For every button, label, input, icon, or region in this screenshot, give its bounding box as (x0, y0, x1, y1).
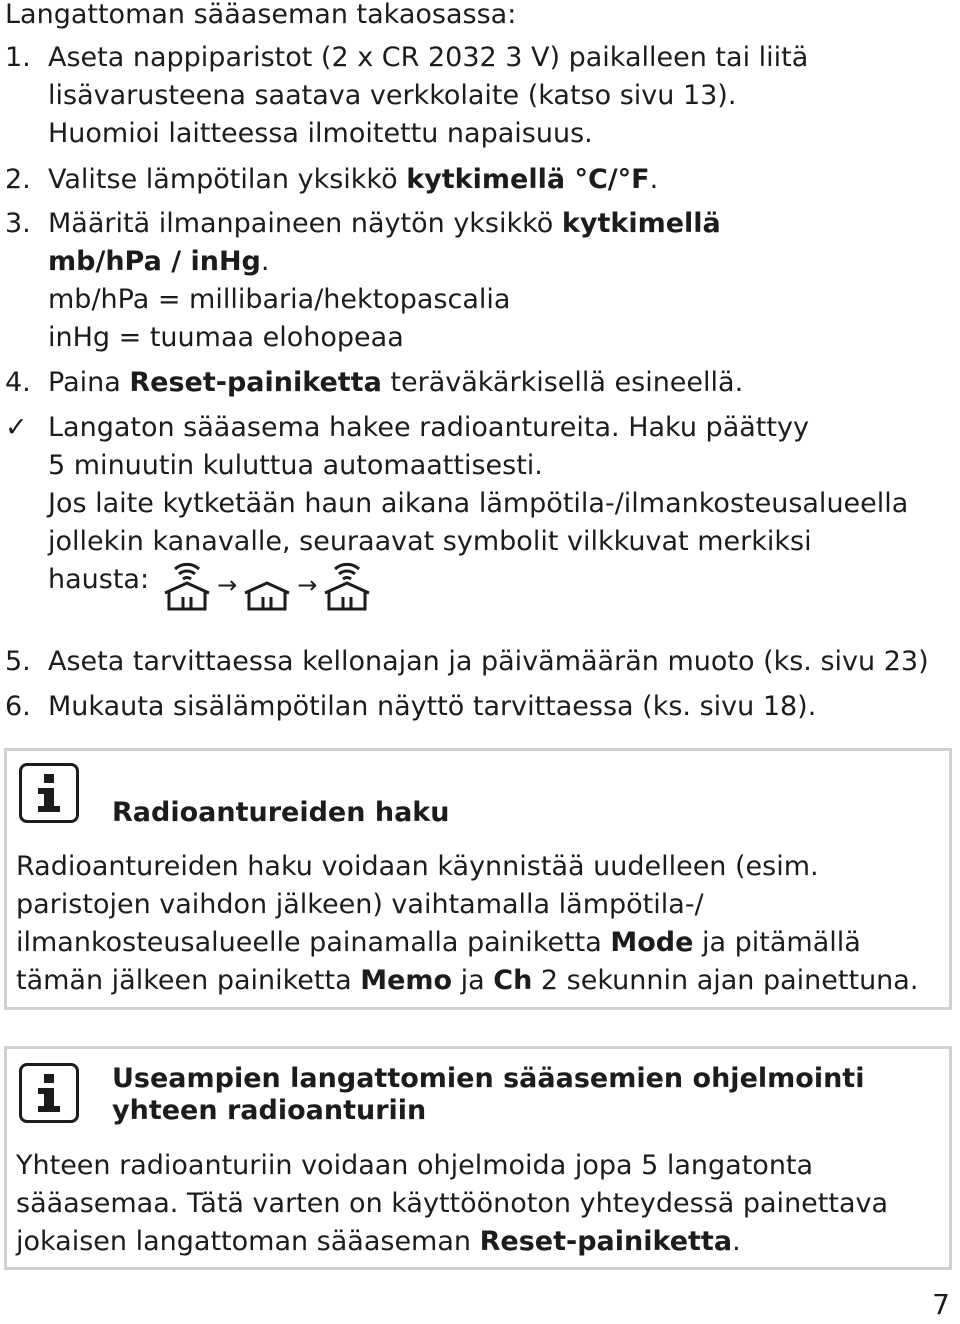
info-paragraph (16, 848, 918, 1000)
check-line (48, 561, 908, 615)
step-text: teräväkärkisellä esineellä. (381, 367, 744, 398)
step-line: Mukauta sisälämpötilan näyttö tarvittaessa (ks. sivu 18). (48, 691, 817, 722)
step-number: 3. (5, 208, 31, 239)
info-icon (19, 763, 79, 823)
info-line: Radioantureiden haku voidaan käynnistää uudelleen (esim. (16, 851, 819, 882)
step-line: mb/hPa = millibaria/hektopascalia (48, 284, 511, 315)
step-text: Paina (48, 367, 130, 398)
info-text: jokaisen langattoman sääaseman (16, 1226, 480, 1257)
info-heading (112, 1060, 864, 1130)
house-signal-empty-icon (241, 557, 293, 611)
step-text: . (260, 246, 270, 277)
info-heading-line: yhteen radioanturiin (112, 1095, 427, 1126)
step-line: Aseta tarvittaessa kellonajan ja päivämäärän muoto (ks. sivu 23) (48, 646, 929, 677)
info-box-multiple-stations (4, 1046, 952, 1270)
info-text: ilmankosteusalueelle painamalla painiketta (16, 927, 611, 958)
step-bold-text: Reset-painiketta (129, 367, 382, 398)
step-number: 2. (5, 164, 31, 195)
step-line: lisävarusteena saatava verkkolaite (katso sivu 13). (48, 80, 737, 111)
info-bold-text: Memo (360, 965, 453, 996)
step-bold-text: kytkimellä (561, 208, 721, 239)
step-text: Valitse lämpötilan yksikkö (48, 164, 407, 195)
step-text: Määritä ilmanpaineen näytön yksikkö (48, 208, 562, 239)
step-line (48, 364, 743, 402)
check-icon: ✓ (5, 412, 28, 443)
step-line (48, 161, 658, 199)
step-text: . (649, 164, 659, 195)
house-signal-full-icon (321, 557, 373, 611)
step-number: 6. (5, 691, 31, 722)
arrow-icon: → (217, 571, 238, 599)
info-bold-text: Ch (493, 965, 533, 996)
step-line: Huomioi laitteessa ilmoitettu napaisuus. (48, 118, 593, 149)
info-text: ja (452, 965, 494, 996)
step-number: 1. (5, 42, 31, 73)
step-number: 4. (5, 367, 31, 398)
check-line: Jos laite kytketään haun aikana lämpötila-/ilmankosteusalueella (48, 488, 909, 519)
info-icon (19, 1063, 79, 1123)
info-text: tämän jälkeen painiketta (16, 965, 361, 996)
info-bold-text: Mode (610, 927, 694, 958)
step-line (48, 243, 721, 281)
info-text: 2 sekunnin ajan painettuna. (532, 965, 919, 996)
info-line: sääasemaa. Tätä varten on käyttöönoton yhteydessä painettava (16, 1188, 889, 1219)
info-text: ja pitämällä (693, 927, 861, 958)
info-line (16, 1223, 888, 1261)
check-text: hausta: (48, 564, 150, 595)
step-bold-text: mb/hPa / inHg (48, 246, 261, 277)
info-bold-text: Reset-painiketta (479, 1226, 733, 1257)
info-heading: Radioantureiden haku (112, 797, 450, 828)
info-line: Yhteen radioanturiin voidaan ohjelmoida jopa 5 langatonta (16, 1150, 814, 1181)
info-box-radio-sensor-search (4, 748, 952, 1010)
house-signal-full-icon (161, 557, 213, 611)
info-text: . (732, 1226, 741, 1257)
step-line: Aseta nappiparistot (2 x CR 2032 3 V) paikalleen tai liitä (48, 42, 809, 73)
step-line: inHg = tuumaa elohopeaa (48, 322, 404, 353)
arrow-icon: → (297, 571, 318, 599)
info-line: paristojen vaihdon jälkeen) vaihtamalla lämpötila-/ (16, 889, 704, 920)
check-line: 5 minuutin kuluttua automaattisesti. (48, 450, 543, 481)
page-number: 7 (932, 1288, 950, 1321)
search-symbol-sequence (161, 557, 373, 611)
info-line (16, 962, 918, 1000)
check-line: jollekin kanavalle, seuraavat symbolit vilkkuvat merkiksi (48, 526, 812, 557)
info-line (16, 924, 918, 962)
info-paragraph (16, 1147, 888, 1261)
step-number: 5. (5, 646, 31, 677)
check-line: Langaton sääasema hakee radioantureita. Haku päättyy (48, 412, 809, 443)
info-heading-line: Useampien langattomien sääasemien ohjelmointi (112, 1063, 865, 1094)
step-line (48, 205, 721, 243)
step-bold-text: kytkimellä °C/°F (406, 164, 650, 195)
intro-text: Langattoman sääaseman takaosassa: (5, 0, 517, 30)
